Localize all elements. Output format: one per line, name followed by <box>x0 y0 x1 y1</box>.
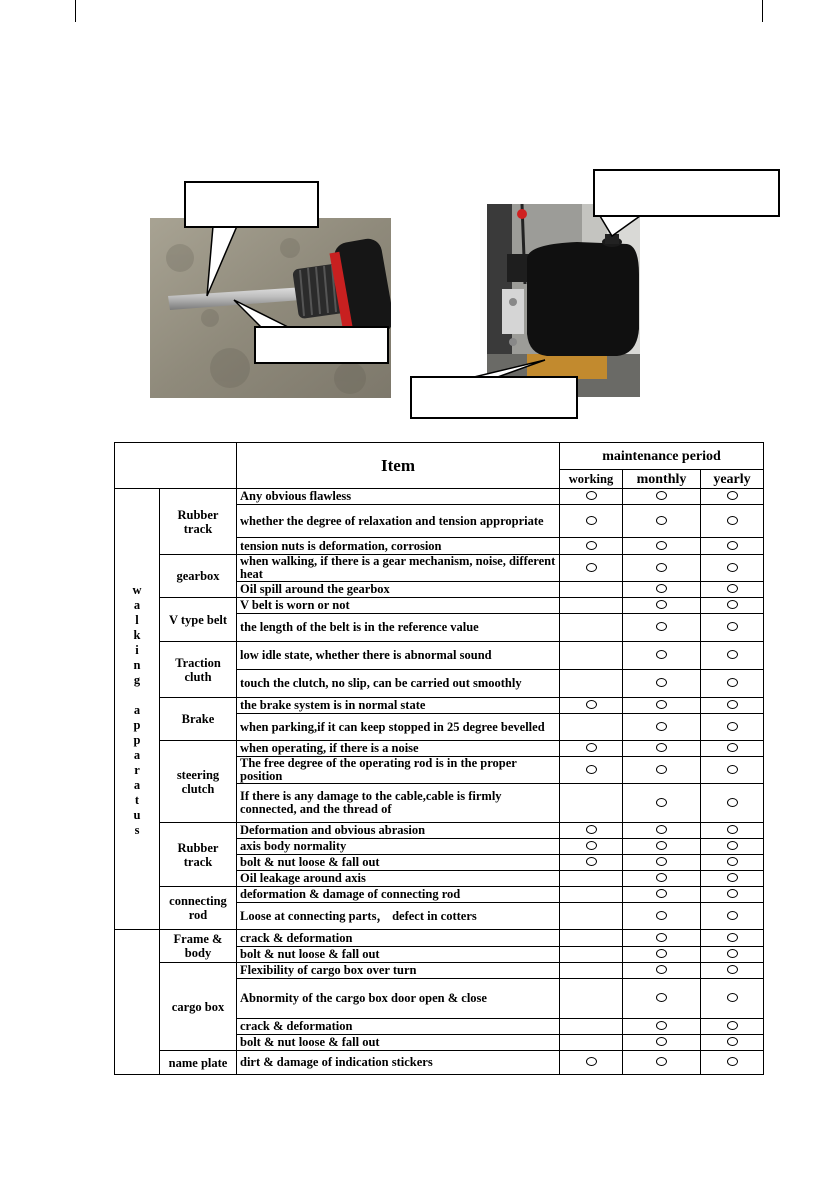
check-circle-icon <box>586 563 597 572</box>
check-circle-icon <box>586 765 597 774</box>
table-row <box>115 698 764 714</box>
check-circle-icon <box>656 798 667 807</box>
check-circle-icon <box>586 700 597 709</box>
period-cell-yearly <box>701 1051 764 1075</box>
check-circle-icon <box>656 491 667 500</box>
period-cell-working <box>560 642 623 670</box>
period-cell-yearly <box>701 714 764 741</box>
check-circle-icon <box>586 516 597 525</box>
period-cell-yearly <box>701 963 764 979</box>
period-cell-monthly <box>623 823 701 839</box>
group-label-vertical: w a l k i n g a p p a r a t u s <box>132 582 142 837</box>
item-cell: crack & deformation <box>237 930 560 947</box>
period-cell-yearly <box>701 757 764 784</box>
check-circle-icon <box>586 857 597 866</box>
check-circle-icon <box>727 1037 738 1046</box>
item-cell: Loose at connecting parts， defect in cotters <box>237 903 560 930</box>
item-cell: when parking,if it can keep stopped in 25 degree bevelled <box>237 714 560 741</box>
period-cell-yearly <box>701 489 764 505</box>
check-circle-icon <box>656 516 667 525</box>
subgroup-cell-traction_clutch: Traction cluth <box>160 642 237 698</box>
check-circle-icon <box>586 825 597 834</box>
check-circle-icon <box>727 491 738 500</box>
check-circle-icon <box>727 622 738 631</box>
group-cell-body_group <box>115 930 160 1075</box>
item-cell: bolt & nut loose & fall out <box>237 947 560 963</box>
period-cell-yearly <box>701 741 764 757</box>
check-circle-icon <box>727 765 738 774</box>
period-cell-working <box>560 538 623 555</box>
check-circle-icon <box>656 765 667 774</box>
check-circle-icon <box>727 700 738 709</box>
period-cell-working <box>560 887 623 903</box>
check-circle-icon <box>727 1021 738 1030</box>
period-cell-monthly <box>623 598 701 614</box>
item-cell: low idle state, whether there is abnormal sound <box>237 642 560 670</box>
check-circle-icon <box>727 857 738 866</box>
period-cell-monthly <box>623 582 701 598</box>
check-circle-icon <box>586 1057 597 1066</box>
check-circle-icon <box>727 650 738 659</box>
check-circle-icon <box>727 993 738 1002</box>
subgroup-cell-gearbox: gearbox <box>160 555 237 598</box>
period-cell-working <box>560 1051 623 1075</box>
callout-box-gearbox-bottom <box>410 376 578 419</box>
period-cell-working <box>560 784 623 823</box>
period-cell-monthly <box>623 979 701 1019</box>
period-cell-working <box>560 871 623 887</box>
period-cell-working <box>560 555 623 582</box>
item-cell: touch the clutch, no slip, can be carried out smoothly <box>237 670 560 698</box>
subgroup-cell-vtype_belt: V type belt <box>160 598 237 642</box>
period-cell-working <box>560 903 623 930</box>
item-cell: If there is any damage to the cable,cable is firmly connected, and the thread of <box>237 784 560 823</box>
subgroup-cell-cargo_box: cargo box <box>160 963 237 1051</box>
check-circle-icon <box>656 933 667 942</box>
check-circle-icon <box>656 1021 667 1030</box>
table-row <box>115 598 764 614</box>
period-cell-yearly <box>701 538 764 555</box>
check-circle-icon <box>656 678 667 687</box>
table-row <box>115 823 764 839</box>
check-circle-icon <box>656 700 667 709</box>
period-cell-monthly <box>623 903 701 930</box>
period-cell-monthly <box>623 538 701 555</box>
check-circle-icon <box>586 743 597 752</box>
period-cell-working <box>560 714 623 741</box>
item-cell: Oil leakage around axis <box>237 871 560 887</box>
check-circle-icon <box>727 1057 738 1066</box>
period-cell-monthly <box>623 642 701 670</box>
table-row <box>115 1051 764 1075</box>
period-cell-working <box>560 963 623 979</box>
period-cell-working <box>560 1019 623 1035</box>
period-cell-yearly <box>701 979 764 1019</box>
period-cell-yearly <box>701 505 764 538</box>
period-cell-monthly <box>623 614 701 642</box>
item-cell: when walking, if there is a gear mechanism, noise, different heat <box>237 555 560 582</box>
callout-box-dipstick-top <box>184 181 319 228</box>
check-circle-icon <box>656 993 667 1002</box>
column-working-header: working <box>560 470 623 489</box>
period-cell-working <box>560 1035 623 1051</box>
period-cell-yearly <box>701 670 764 698</box>
table-row <box>115 741 764 757</box>
table-row <box>115 642 764 670</box>
check-circle-icon <box>727 965 738 974</box>
period-cell-monthly <box>623 784 701 823</box>
period-cell-working <box>560 823 623 839</box>
item-cell: Flexibility of cargo box over turn <box>237 963 560 979</box>
period-cell-yearly <box>701 1019 764 1035</box>
subgroup-cell-steering_clutch: steering clutch <box>160 741 237 823</box>
table-row <box>115 555 764 582</box>
item-cell: the length of the belt is in the reference value <box>237 614 560 642</box>
check-circle-icon <box>656 563 667 572</box>
period-cell-monthly <box>623 1051 701 1075</box>
check-circle-icon <box>656 600 667 609</box>
check-circle-icon <box>727 722 738 731</box>
period-cell-working <box>560 839 623 855</box>
column-yearly-header: yearly <box>701 470 764 489</box>
check-circle-icon <box>656 889 667 898</box>
item-cell: bolt & nut loose & fall out <box>237 855 560 871</box>
subgroup-cell-rubber_track_1: Rubber track <box>160 489 237 555</box>
period-cell-working <box>560 489 623 505</box>
period-cell-monthly <box>623 930 701 947</box>
check-circle-icon <box>727 743 738 752</box>
table-row <box>115 930 764 947</box>
period-cell-monthly <box>623 1019 701 1035</box>
period-cell-monthly <box>623 757 701 784</box>
item-cell: Deformation and obvious abrasion <box>237 823 560 839</box>
subgroup-cell-connecting_rod: connecting rod <box>160 887 237 930</box>
subgroup-cell-frame_body: Frame & body <box>160 930 237 963</box>
check-circle-icon <box>656 622 667 631</box>
item-cell: dirt & damage of indication stickers <box>237 1051 560 1075</box>
period-cell-yearly <box>701 839 764 855</box>
subgroup-cell-brake: Brake <box>160 698 237 741</box>
check-circle-icon <box>656 949 667 958</box>
item-cell: whether the degree of relaxation and tension appropriate <box>237 505 560 538</box>
table-row <box>115 887 764 903</box>
check-circle-icon <box>727 949 738 958</box>
period-cell-yearly <box>701 614 764 642</box>
period-cell-working <box>560 930 623 947</box>
check-circle-icon <box>727 889 738 898</box>
period-cell-yearly <box>701 642 764 670</box>
item-cell: deformation & damage of connecting rod <box>237 887 560 903</box>
period-cell-monthly <box>623 839 701 855</box>
period-cell-monthly <box>623 489 701 505</box>
check-circle-icon <box>656 841 667 850</box>
check-circle-icon <box>656 541 667 550</box>
item-cell: Abnormity of the cargo box door open & close <box>237 979 560 1019</box>
period-cell-working <box>560 614 623 642</box>
item-cell: when operating, if there is a noise <box>237 741 560 757</box>
item-cell: Any obvious flawless <box>237 489 560 505</box>
period-cell-monthly <box>623 887 701 903</box>
group-cell-walking <box>115 489 160 930</box>
check-circle-icon <box>656 857 667 866</box>
check-circle-icon <box>586 841 597 850</box>
item-cell: axis body normality <box>237 839 560 855</box>
check-circle-icon <box>656 825 667 834</box>
period-cell-working <box>560 947 623 963</box>
period-cell-monthly <box>623 698 701 714</box>
check-circle-icon <box>727 600 738 609</box>
period-cell-monthly <box>623 947 701 963</box>
period-cell-working <box>560 670 623 698</box>
period-cell-yearly <box>701 871 764 887</box>
period-cell-monthly <box>623 505 701 538</box>
callout-box-dipstick-bottom <box>254 326 389 364</box>
period-cell-monthly <box>623 871 701 887</box>
check-circle-icon <box>586 541 597 550</box>
item-cell: Oil spill around the gearbox <box>237 582 560 598</box>
item-cell: crack & deformation <box>237 1019 560 1035</box>
check-circle-icon <box>656 1057 667 1066</box>
item-cell: tension nuts is deformation, corrosion <box>237 538 560 555</box>
subgroup-cell-name_plate: name plate <box>160 1051 237 1075</box>
check-circle-icon <box>727 825 738 834</box>
maintenance-rows <box>115 489 764 1075</box>
period-cell-yearly <box>701 855 764 871</box>
period-cell-yearly <box>701 555 764 582</box>
check-circle-icon <box>727 563 738 572</box>
check-circle-icon <box>656 584 667 593</box>
period-cell-working <box>560 757 623 784</box>
check-circle-icon <box>586 491 597 500</box>
check-circle-icon <box>727 933 738 942</box>
check-circle-icon <box>727 841 738 850</box>
maintenance-period-header: maintenance period <box>560 443 764 470</box>
check-circle-icon <box>656 873 667 882</box>
period-cell-yearly <box>701 887 764 903</box>
period-cell-monthly <box>623 741 701 757</box>
period-cell-yearly <box>701 1035 764 1051</box>
subgroup-cell-rubber_track_2: Rubber track <box>160 823 237 887</box>
item-cell: the brake system is in normal state <box>237 698 560 714</box>
period-cell-working <box>560 741 623 757</box>
check-circle-icon <box>727 873 738 882</box>
period-cell-monthly <box>623 714 701 741</box>
header-blank-cell <box>115 443 237 489</box>
period-cell-yearly <box>701 947 764 963</box>
period-cell-monthly <box>623 855 701 871</box>
period-cell-monthly <box>623 555 701 582</box>
period-cell-working <box>560 698 623 714</box>
maintenance-table <box>114 442 764 1075</box>
check-circle-icon <box>727 798 738 807</box>
check-circle-icon <box>727 911 738 920</box>
period-cell-yearly <box>701 784 764 823</box>
period-cell-working <box>560 979 623 1019</box>
period-cell-yearly <box>701 930 764 947</box>
check-circle-icon <box>656 722 667 731</box>
check-circle-icon <box>656 743 667 752</box>
check-circle-icon <box>656 650 667 659</box>
period-cell-monthly <box>623 963 701 979</box>
item-cell: The free degree of the operating rod is in the proper position <box>237 757 560 784</box>
period-cell-working <box>560 598 623 614</box>
check-circle-icon <box>656 965 667 974</box>
period-cell-monthly <box>623 670 701 698</box>
item-header: Item <box>237 443 560 489</box>
check-circle-icon <box>656 1037 667 1046</box>
period-cell-yearly <box>701 582 764 598</box>
table-row <box>115 963 764 979</box>
check-circle-icon <box>656 911 667 920</box>
period-cell-yearly <box>701 598 764 614</box>
period-cell-working <box>560 582 623 598</box>
table-row <box>115 489 764 505</box>
period-cell-monthly <box>623 1035 701 1051</box>
check-circle-icon <box>727 541 738 550</box>
period-cell-yearly <box>701 903 764 930</box>
item-cell: bolt & nut loose & fall out <box>237 1035 560 1051</box>
callout-box-gearbox-top <box>593 169 780 217</box>
period-cell-working <box>560 505 623 538</box>
period-cell-yearly <box>701 698 764 714</box>
check-circle-icon <box>727 516 738 525</box>
check-circle-icon <box>727 678 738 687</box>
period-cell-yearly <box>701 823 764 839</box>
check-circle-icon <box>727 584 738 593</box>
item-cell: V belt is worn or not <box>237 598 560 614</box>
period-cell-working <box>560 855 623 871</box>
column-monthly-header: monthly <box>623 470 701 489</box>
